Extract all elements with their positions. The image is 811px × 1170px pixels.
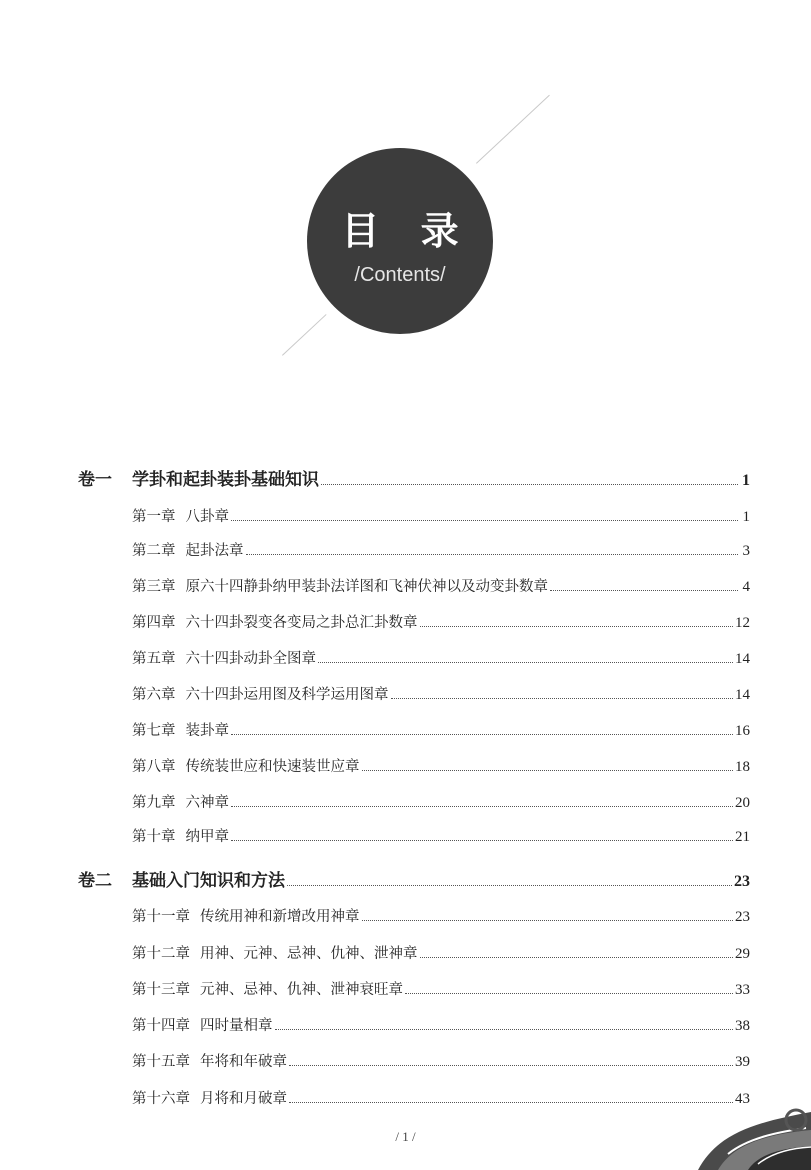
toc-entry-page: 39 <box>735 1054 750 1070</box>
dot-leader <box>275 1029 734 1030</box>
dot-leader <box>246 554 739 555</box>
toc-entry-title: 学卦和起卦装卦基础知识 <box>132 470 319 490</box>
toc-entry-number: 第二章 <box>132 543 176 559</box>
toc-entry-page: 18 <box>735 759 750 775</box>
toc-entry-page: 29 <box>735 946 750 962</box>
toc-entry-page: 23 <box>735 909 750 925</box>
toc-entry-title: 八卦章 <box>185 509 229 525</box>
toc-chapter-entry[interactable] <box>132 825 750 846</box>
toc-entry-title: 四时量相章 <box>200 1018 273 1034</box>
toc-chapter-entry[interactable] <box>132 647 750 668</box>
toc-chapter-entry[interactable] <box>132 942 750 963</box>
dot-leader <box>289 1065 733 1066</box>
toc-entry-page: 3 <box>742 543 750 559</box>
toc-chapter-entry[interactable] <box>132 505 750 526</box>
toc-entry-page: 38 <box>735 1018 750 1034</box>
toc-chapter-entry[interactable] <box>132 611 750 632</box>
page-subtitle: /Contents/ <box>354 264 446 286</box>
toc-entry-number: 卷一 <box>78 470 112 490</box>
decorative-line <box>282 314 327 356</box>
dot-leader <box>420 957 734 958</box>
toc-entry-number: 第四章 <box>132 615 176 631</box>
dot-leader <box>420 626 734 627</box>
toc-entry-title: 六神章 <box>185 795 229 811</box>
wave-ornament <box>688 1072 811 1170</box>
toc-entry-number: 第五章 <box>132 651 176 667</box>
dot-leader <box>289 1102 733 1103</box>
toc-entry-page: 1 <box>742 509 750 525</box>
dot-leader <box>391 698 734 699</box>
dot-leader <box>287 885 732 886</box>
toc-entry-title: 基础入门知识和方法 <box>132 871 285 891</box>
toc-chapter-entry[interactable] <box>132 1087 750 1108</box>
dot-leader <box>362 770 734 771</box>
toc-entry-title: 装卦章 <box>185 723 229 739</box>
toc-chapter-entry[interactable] <box>132 539 750 560</box>
toc-chapter-entry[interactable] <box>132 719 750 740</box>
toc-entry-title: 六十四卦裂变各变局之卦总汇卦数章 <box>185 615 418 631</box>
toc-entry-page: 1 <box>742 472 750 489</box>
toc-entry-page: 4 <box>742 579 750 595</box>
toc-chapter-entry[interactable] <box>132 905 750 926</box>
dot-leader <box>362 920 734 921</box>
toc-entry-number: 第十章 <box>132 829 176 845</box>
toc-entry-page: 14 <box>735 687 750 703</box>
dot-leader <box>231 520 738 521</box>
toc-entry-title: 元神、忌神、仇神、泄神衰旺章 <box>200 982 403 998</box>
toc-entry-title: 传统装世应和快速装世应章 <box>185 759 360 775</box>
toc-entry-title: 六十四卦动卦全图章 <box>185 651 316 667</box>
toc-volume-entry[interactable] <box>78 465 750 490</box>
toc-entry-number: 第八章 <box>132 759 176 775</box>
toc-entry-page: 23 <box>734 873 750 890</box>
toc-chapter-entry[interactable] <box>132 683 750 704</box>
toc-chapter-entry[interactable] <box>132 755 750 776</box>
toc-entry-page: 16 <box>735 723 750 739</box>
toc-chapter-entry[interactable] <box>132 978 750 999</box>
toc-entry-page: 12 <box>735 615 750 631</box>
dot-leader <box>231 734 733 735</box>
page-title: 目 录 <box>341 209 473 253</box>
dot-leader <box>405 993 733 994</box>
toc-entry-number: 第一章 <box>132 509 176 525</box>
toc-entry-number: 卷二 <box>78 871 112 891</box>
toc-entry-page: 20 <box>735 795 750 811</box>
toc-chapter-entry[interactable] <box>132 1050 750 1071</box>
dot-leader <box>550 590 738 591</box>
toc-chapter-entry[interactable] <box>132 791 750 812</box>
toc-chapter-entry[interactable] <box>132 1014 750 1035</box>
toc-entry-number: 第三章 <box>132 579 176 595</box>
dot-leader <box>321 484 738 485</box>
toc-entry-title: 用神、元神、忌神、仇神、泄神章 <box>200 946 418 962</box>
page-number: / 1 / <box>395 1129 416 1144</box>
toc-entry-number: 第十六章 <box>132 1091 190 1107</box>
toc-entry-number: 第十四章 <box>132 1018 190 1034</box>
toc-entry-title: 起卦法章 <box>185 543 244 559</box>
dot-leader <box>231 806 733 807</box>
dot-leader <box>318 662 733 663</box>
toc-entry-title: 传统用神和新增改用神章 <box>200 909 360 925</box>
toc-entry-title: 原六十四静卦纳甲装卦法详图和飞神伏神以及动变卦数章 <box>185 579 548 595</box>
toc-entry-number: 第十三章 <box>132 982 190 998</box>
toc-entry-title: 纳甲章 <box>185 829 229 845</box>
toc-entry-page: 33 <box>735 982 750 998</box>
decorative-line <box>476 95 550 164</box>
toc-chapter-entry[interactable] <box>132 575 750 596</box>
toc-entry-number: 第七章 <box>132 723 176 739</box>
toc-entry-title: 六十四卦运用图及科学运用图章 <box>185 687 389 703</box>
toc-volume-entry[interactable] <box>78 866 750 891</box>
toc-entry-page: 14 <box>735 651 750 667</box>
toc-entry-title: 年将和年破章 <box>200 1054 287 1070</box>
toc-entry-page: 43 <box>735 1091 750 1107</box>
toc-entry-number: 第十五章 <box>132 1054 190 1070</box>
toc-entry-number: 第十二章 <box>132 946 190 962</box>
dot-leader <box>231 840 733 841</box>
toc-entry-title: 月将和月破章 <box>200 1091 287 1107</box>
toc-entry-number: 第十一章 <box>132 909 190 925</box>
toc-entry-number: 第九章 <box>132 795 176 811</box>
toc-entry-page: 21 <box>735 829 750 845</box>
toc-entry-number: 第六章 <box>132 687 176 703</box>
contents-badge <box>307 148 493 334</box>
